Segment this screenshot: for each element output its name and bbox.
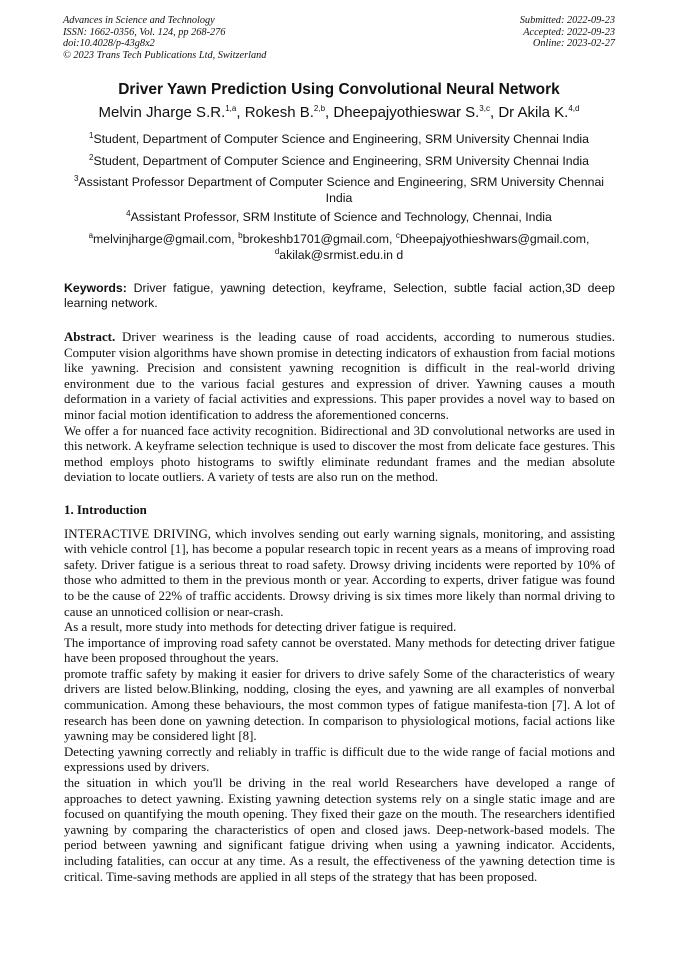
email[interactable]: melvinjharge@gmail.com, <box>93 232 239 246</box>
author: Rokesh B. <box>244 104 314 121</box>
keywords <box>64 281 615 311</box>
email[interactable]: Dheepajyothieshwars@gmail.com, <box>399 232 590 246</box>
section-heading: 1. Introduction <box>64 502 147 517</box>
online-date: Online: 2023-02-27 <box>532 38 615 49</box>
copyright: © 2023 Trans Tech Publications Ltd, Switzerland <box>63 49 267 61</box>
author-sup: 4,d <box>568 104 580 113</box>
author: Dr Akila K. <box>498 104 569 121</box>
submitted-date: Submitted: 2022-09-23 <box>519 15 615 26</box>
keywords-text: Driver fatigue, yawning detection, keyframe, Selection, subtle facial action,3D deep learning network. <box>64 281 615 310</box>
aff-text: Assistant Professor Department of Computer Science and Engineering, SRM University Chennai India <box>78 175 605 205</box>
email[interactable]: akilak@srmist.edu.in d <box>279 248 404 262</box>
paragraph: the situation in which you'll be driving in the real world Researchers have developed a range of approaches to detect yawning. Existing yawning detection systems rely on a single static image and are focused on quantifying the mouth opening. They fixed their gaze on the mouth. The researchers identified yawning by comparing the characteristics of open and closed jaws. Deep-network-based models. The period between yawning and significant fatigue driving when using a yawning indicator. Accidents, including fatalities, can occur at any time. As a result, the effectiveness of the yawning detection time is critical. Time-saving methods are applied in all steps of the strategy that has been proposed. <box>64 776 615 884</box>
author-list: Melvin Jharge S.R.$^{1,a}$, Rokesh B.$^{2,b}$, Dheepajyothieswar S.$^{3,c}$, Dr Akila K.$^{4,d}$ <box>98 104 580 121</box>
dates <box>520 15 615 50</box>
keywords-label: Keywords: <box>64 281 127 295</box>
email-sup: c <box>395 230 400 240</box>
affiliation <box>60 131 618 147</box>
email-sup: d <box>274 246 280 256</box>
email-sup: a <box>88 230 94 240</box>
affiliation <box>60 174 618 206</box>
paragraph: As a result, more study into methods for detecting driver fatigue is required. <box>64 620 457 635</box>
paper-title: Driver Yawn Prediction Using Convolutional Neural Network <box>118 81 560 98</box>
body-text <box>64 330 615 885</box>
affiliation <box>60 209 618 225</box>
abstract-label: Abstract. <box>64 330 116 344</box>
paragraph: The importance of improving road safety cannot be overstated. Many methods for detecting driver fatigue have been proposed throughout the years. <box>64 635 615 666</box>
author-sup: 1,a <box>225 104 237 113</box>
issn: ISSN: 1662-0356, Vol. 124, pp 268-276 <box>63 26 226 38</box>
paragraph: INTERACTIVE DRIVING, which involves sending out early warning signals, monitoring, and assisting with vehicle control [1], has become a popular research topic in recent years as a means of improving road safety. Driver fatigue is a serious threat to road safety. Drowsy driving incidents were reported by 10% of those who admitted to them in the previous month or year. According to experts, driver fatigue was found to be the cause of 22% of traffic accidents. Drowsy driving is six times more likely than normal driving to cause an unnoticed collision or near-crash. <box>64 526 615 619</box>
abstract <box>64 330 615 424</box>
aff-text: Assistant Professor, SRM Institute of Science and Technology, Chennai, India <box>130 210 552 224</box>
author-sup: 2,b <box>313 104 326 113</box>
email[interactable]: brokeshb1701@gmail.com, <box>242 232 396 246</box>
accepted-date: Accepted: 2022-09-23 <box>523 26 615 38</box>
aff-text: Student, Department of Computer Science and Engineering, SRM University Chennai India <box>93 154 589 168</box>
journal-name: Advances in Science and Technology <box>63 15 215 26</box>
doi: doi:10.4028/p-43g8x2 <box>63 38 155 49</box>
abstract-text: Driver weariness is the leading cause of road accidents, according to numerous studies. Computer vision algorithms have shown promise in detecting indicators of exhaustion from facial motions like yawning. Precision and consistent yawning recognition is difficult in the real-world driving environment due to the various facial gestures and expression of driver. Yawning causes a mouth deformation in a variety of facial activities and expressions. This paper provides a novel way to based on minor facial motion identification to address the aforementioned concerns. <box>64 330 615 422</box>
aff-sup: 4 <box>126 208 131 218</box>
paragraph: Detecting yawning correctly and reliably in traffic is difficult due to the wide range of facial motions and expressions used by drivers. <box>64 744 615 775</box>
aff-sup: 2 <box>88 152 94 162</box>
author-sup: 3,c <box>479 104 490 113</box>
aff-text: Student, Department of Computer Science and Engineering, SRM University Chennai India <box>93 132 589 146</box>
paragraph: promote traffic safety by making it easier for drivers to drive safely Some of the characteristics of weary drivers are listed below.Blinking, nodding, closing the eyes, and yawning are all examples of nonverbal communication. Among these behaviours, the most common types of fatigue manifesta-tion [7]. A lot of research has been done on yawning detection. In comparison to physiological motions, facial actions like yawning may be considered light [8]. <box>64 666 615 744</box>
journal-info <box>63 15 266 61</box>
email-list <box>78 231 600 263</box>
abstract-paragraph: We offer a for nuanced face activity recognition. Bidirectional and 3D convolutional networks are used in this network. A keyframe selection technique is used to discover the most from delicate face gestures. This method employs photo histograms to swiftly eliminate redundant frames and the median absolute deviation to locate outliers. A variety of tests are also run on the method. <box>64 423 615 485</box>
aff-sup: 3 <box>73 173 79 183</box>
email-sup: b <box>238 230 243 240</box>
aff-sup: 1 <box>88 130 94 140</box>
author: Dheepajyothieswar S. <box>333 104 480 121</box>
affiliation <box>60 153 618 169</box>
author: Melvin Jharge S.R. <box>98 104 226 121</box>
